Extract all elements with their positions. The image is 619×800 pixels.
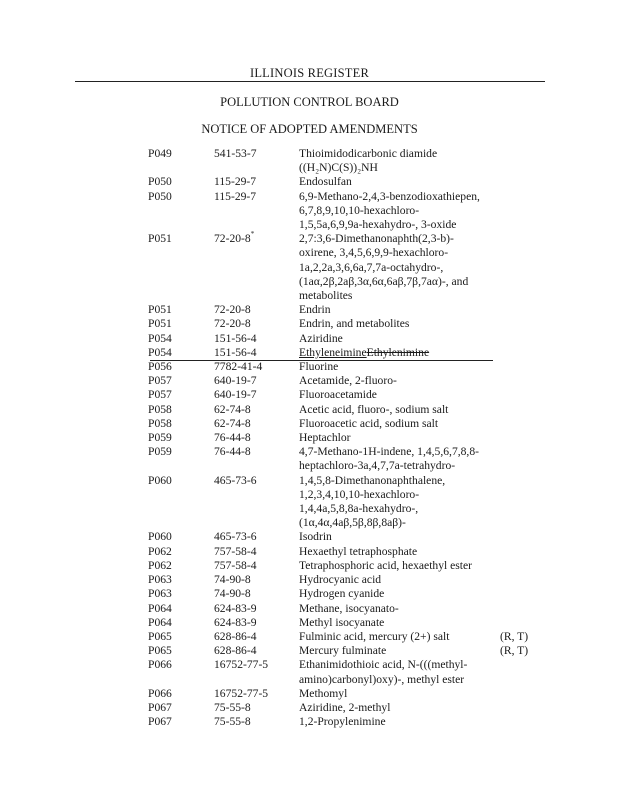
hazardous-waste-code: P051: [148, 232, 172, 246]
substance-name: [299, 644, 499, 658]
cas-number: [214, 346, 257, 360]
cas-number-text: 72-20-8: [214, 232, 251, 246]
cas-number-text: 624-83-9: [214, 615, 257, 629]
substance-name: [299, 573, 499, 587]
cas-number-text: 624-83-9: [214, 601, 257, 615]
substance-name-line: 6,9-Methano-2,4,3-benzodioxathiepen,: [299, 189, 480, 203]
hazardous-waste-code: P063: [148, 587, 172, 601]
cas-number: [214, 644, 257, 658]
cas-number-text: 541-53-7: [214, 147, 257, 160]
cas-number-text: 115-29-7: [214, 189, 257, 203]
cas-number: [214, 474, 257, 488]
table-row: [0, 644, 619, 658]
cas-number: [214, 573, 251, 587]
cas-number: [214, 374, 257, 388]
substance-name: [299, 232, 499, 303]
substance-name-line: 4,7-Methano-1H-indene, 1,4,5,6,7,8,8-: [299, 445, 479, 459]
substance-name: [299, 403, 499, 417]
hazardous-waste-code: P067: [148, 700, 172, 714]
substance-name-line: heptachloro-3a,4,7,7a-tetrahydro-: [299, 459, 456, 473]
substance-name-line: Acetamide, 2-fluoro-: [299, 374, 397, 388]
substance-name-line: 1,5,5a,6,9,9a-hexahydro-, 3-oxide: [299, 218, 457, 232]
substance-name: [299, 715, 499, 729]
table-row: [0, 530, 619, 544]
substance-name: [299, 147, 499, 175]
cas-number: [214, 687, 268, 701]
substance-name-line: 1,4,4a,5,8,8a-hexahydro-,: [299, 502, 419, 516]
hazardous-waste-code: P065: [148, 629, 172, 643]
cas-number: [214, 190, 256, 204]
substance-name: [299, 616, 499, 630]
hazardous-waste-code: P054: [148, 331, 172, 345]
cas-number: [214, 630, 257, 644]
cas-number-text: 151-56-4: [214, 331, 257, 345]
hazard-code: (R, T): [500, 644, 529, 658]
cas-number: [214, 715, 251, 729]
substance-name: [299, 175, 499, 189]
substance-name: [299, 190, 499, 233]
hazardous-waste-code: P062: [148, 558, 172, 572]
cas-number: [214, 559, 257, 573]
cas-number: [214, 360, 262, 374]
substance-name: [299, 303, 499, 317]
substance-name-line: Aziridine, 2-methyl: [299, 700, 391, 714]
hazardous-waste-code: P059: [148, 445, 172, 459]
substance-name-line: Endrin, and metabolites: [299, 317, 410, 331]
substance-name-line: Methyl isocyanate: [299, 615, 385, 629]
hazardous-waste-code: P066: [148, 658, 172, 672]
cas-number-text: 76-44-8: [214, 445, 251, 459]
cas-number: [214, 602, 257, 616]
hazardous-waste-code: P059: [148, 431, 172, 445]
substance-name-line: Tetraphosphoric acid, hexaethyl ester: [299, 558, 473, 572]
substance-name-line: (1aα,2β,2aβ,3α,6α,6aβ,7β,7aα)-, and: [299, 274, 469, 288]
cas-number-text: 75-55-8: [214, 700, 251, 714]
substance-name-line: 1,4,5,8-Dimethanonaphthalene,: [299, 473, 446, 487]
table-row: [0, 303, 619, 317]
substance-name-line: 6,7,8,9,10,10-hexachloro-: [299, 203, 420, 217]
substance-name-line: ((H₂N)C(S))₂NH: [299, 161, 378, 175]
table-row: [0, 559, 619, 573]
substance-name-line: Mercury fulminate: [299, 644, 387, 658]
cas-number-text: 74-90-8: [214, 587, 251, 601]
substance-name: [299, 360, 499, 374]
substance-name-line: Fulminic acid, mercury (2+) salt: [299, 629, 450, 643]
substance-name-line: Hydrogen cyanide: [299, 587, 385, 601]
notice-title: NOTICE OF ADOPTED AMENDMENTS: [201, 122, 418, 136]
table-row: [0, 190, 619, 233]
substance-name-line: Heptachlor: [299, 431, 351, 445]
table-row: [0, 474, 619, 531]
substance-name: [299, 530, 499, 544]
hazardous-waste-code: P067: [148, 715, 172, 729]
table-row: [0, 332, 619, 346]
cas-number: [214, 417, 251, 431]
substance-name: [299, 445, 499, 473]
cas-number: [214, 658, 268, 672]
substance-name-line: Endrin: [299, 303, 331, 317]
substance-name-line: 1,2-Propylenimine: [299, 715, 386, 729]
hazardous-waste-code: P064: [148, 601, 172, 615]
table-row: [0, 687, 619, 701]
board-name: POLLUTION CONTROL BOARD: [220, 95, 399, 109]
substance-name: [299, 587, 499, 601]
cas-number-text: 76-44-8: [214, 431, 251, 445]
cas-number: [214, 303, 251, 317]
amended-name: [299, 346, 499, 360]
substance-name-line: 1a,2,2a,3,6,6a,7,7a-octahydro-,: [299, 260, 444, 274]
substance-name-line: Fluorine: [299, 360, 339, 374]
substance-name: [299, 417, 499, 431]
table-row: [0, 545, 619, 559]
cas-number: [214, 445, 251, 459]
cas-number-text: 75-55-8: [214, 715, 251, 729]
cas-number: [214, 431, 251, 445]
substance-name: [299, 701, 499, 715]
cas-number-text: 62-74-8: [214, 416, 251, 430]
table-row: [0, 602, 619, 616]
cas-number: [214, 587, 251, 601]
cas-number: [214, 388, 257, 402]
cas-number-text: 115-29-7: [214, 175, 257, 189]
cas-number: [214, 175, 256, 189]
cas-footnote-mark: *: [250, 230, 255, 239]
table-row: [0, 403, 619, 417]
cas-number-text: 16752-77-5: [214, 658, 269, 672]
table-row: [0, 630, 619, 644]
substance-name: [299, 658, 499, 686]
cas-number-text: 7782-41-4: [214, 360, 263, 374]
hazardous-waste-code: P060: [148, 473, 172, 487]
hazardous-waste-code: P057: [148, 388, 172, 402]
hazardous-waste-code: P060: [148, 530, 172, 544]
cas-number-text: 465-73-6: [214, 530, 257, 544]
cas-number: [214, 616, 257, 630]
substance-name-line: Isodrin: [299, 530, 332, 544]
substance-name-line: 1,2,3,4,10,10-hexachloro-: [299, 487, 420, 501]
substance-name-line: (1α,4α,4aβ,5β,8β,8aβ)-: [299, 516, 406, 530]
cas-number: [214, 317, 251, 331]
hazardous-waste-code: P058: [148, 416, 172, 430]
hazardous-waste-code: P062: [148, 544, 172, 558]
cas-number-text: 62-74-8: [214, 402, 251, 416]
hazardous-waste-code: P065: [148, 644, 172, 658]
cas-number: [214, 701, 251, 715]
substance-name-line: Acetic acid, fluoro-, sodium salt: [299, 402, 449, 416]
table-row: [0, 417, 619, 431]
cas-number-text: 640-19-7: [214, 374, 257, 388]
table-row: [0, 360, 619, 374]
deleted-text: Ethylenimine: [366, 345, 430, 359]
cas-number: [214, 545, 257, 559]
table-row: [0, 374, 619, 388]
substance-name-line: Methomyl: [299, 686, 348, 700]
substance-name: [299, 317, 499, 331]
substance-name-line: Methane, isocyanato-: [299, 601, 399, 615]
table-row: [0, 431, 619, 445]
table-row: [0, 317, 619, 331]
table-row: [0, 346, 619, 360]
hazardous-waste-code: P066: [148, 686, 172, 700]
cas-number-text: 16752-77-5: [214, 686, 269, 700]
substance-name-line: Fluoroacetamide: [299, 388, 377, 402]
substance-name-line: Aziridine: [299, 331, 343, 345]
hazardous-waste-code: P050: [148, 189, 172, 203]
substance-name: [299, 630, 499, 644]
table-row: [0, 616, 619, 630]
substance-name-line: Hydrocyanic acid: [299, 573, 382, 587]
substance-name-line: oxirene, 3,4,5,6,9,9-hexachloro-: [299, 246, 449, 260]
cas-number: [214, 403, 251, 417]
hazardous-waste-code: P050: [148, 175, 172, 189]
hazard-code: (R, T): [500, 629, 529, 643]
hazardous-waste-code: P056: [148, 360, 172, 374]
table-row: [0, 701, 619, 715]
table-row: [0, 715, 619, 729]
hazardous-waste-code: P054: [148, 345, 172, 359]
substance-name: [299, 431, 499, 445]
hazardous-waste-code: P051: [148, 303, 172, 317]
substance-name-line: Fluoroacetic acid, sodium salt: [299, 416, 439, 430]
substance-name: [299, 474, 499, 531]
table-row: [0, 147, 619, 175]
hazardous-waste-code: P049: [148, 147, 172, 160]
waste-code-table: [0, 147, 619, 729]
table-row: [0, 573, 619, 587]
hazardous-waste-code: P064: [148, 615, 172, 629]
substance-name: [299, 374, 499, 388]
hazardous-waste-code: P063: [148, 573, 172, 587]
substance-name: [299, 559, 499, 573]
inserted-text: Ethyleneimine: [299, 345, 367, 359]
hazardous-waste-code: P057: [148, 374, 172, 388]
hazardous-waste-code: P058: [148, 402, 172, 416]
substance-name-line: 2,7:3,6-Dimethanonaphth(2,3-b)-: [299, 232, 454, 246]
cas-number-text: 628-86-4: [214, 644, 257, 658]
cas-number: [214, 232, 254, 246]
cas-number-text: 74-90-8: [214, 573, 251, 587]
table-row: [0, 232, 619, 303]
substance-name: [299, 332, 499, 346]
cas-number-text: 628-86-4: [214, 629, 257, 643]
cas-number-text: 72-20-8: [214, 317, 251, 331]
cas-number-text: 465-73-6: [214, 473, 257, 487]
cas-number: [214, 147, 257, 161]
cas-number-text: 640-19-7: [214, 388, 257, 402]
substance-name: [299, 545, 499, 559]
substance-name: [299, 602, 499, 616]
table-row: [0, 388, 619, 402]
cas-number-text: 151-56-4: [214, 345, 257, 359]
table-row: [0, 175, 619, 189]
substance-name-line: Thioimidodicarbonic diamide: [299, 147, 438, 160]
cas-number-text: 72-20-8: [214, 303, 251, 317]
cas-number: [214, 332, 257, 346]
substance-name: [299, 388, 499, 402]
substance-name-line: amino)carbonyl)oxy)-, methyl ester: [299, 672, 465, 686]
hazardous-waste-code: P051: [148, 317, 172, 331]
cas-number: [214, 530, 257, 544]
substance-name-line: Ethanimidothioic acid, N-(((methyl-: [299, 658, 468, 672]
cas-number-text: 757-58-4: [214, 544, 257, 558]
table-row: [0, 587, 619, 601]
table-row: [0, 445, 619, 473]
header-divider: [75, 81, 545, 82]
substance-name: [299, 346, 499, 360]
substance-name-line: Endosulfan: [299, 175, 352, 189]
cas-number-text: 757-58-4: [214, 558, 257, 572]
substance-name-line: metabolites: [299, 289, 353, 303]
table-row: [0, 658, 619, 686]
substance-name-line: Hexaethyl tetraphosphate: [299, 544, 418, 558]
register-title: ILLINOIS REGISTER: [249, 66, 369, 80]
substance-name: [299, 687, 499, 701]
